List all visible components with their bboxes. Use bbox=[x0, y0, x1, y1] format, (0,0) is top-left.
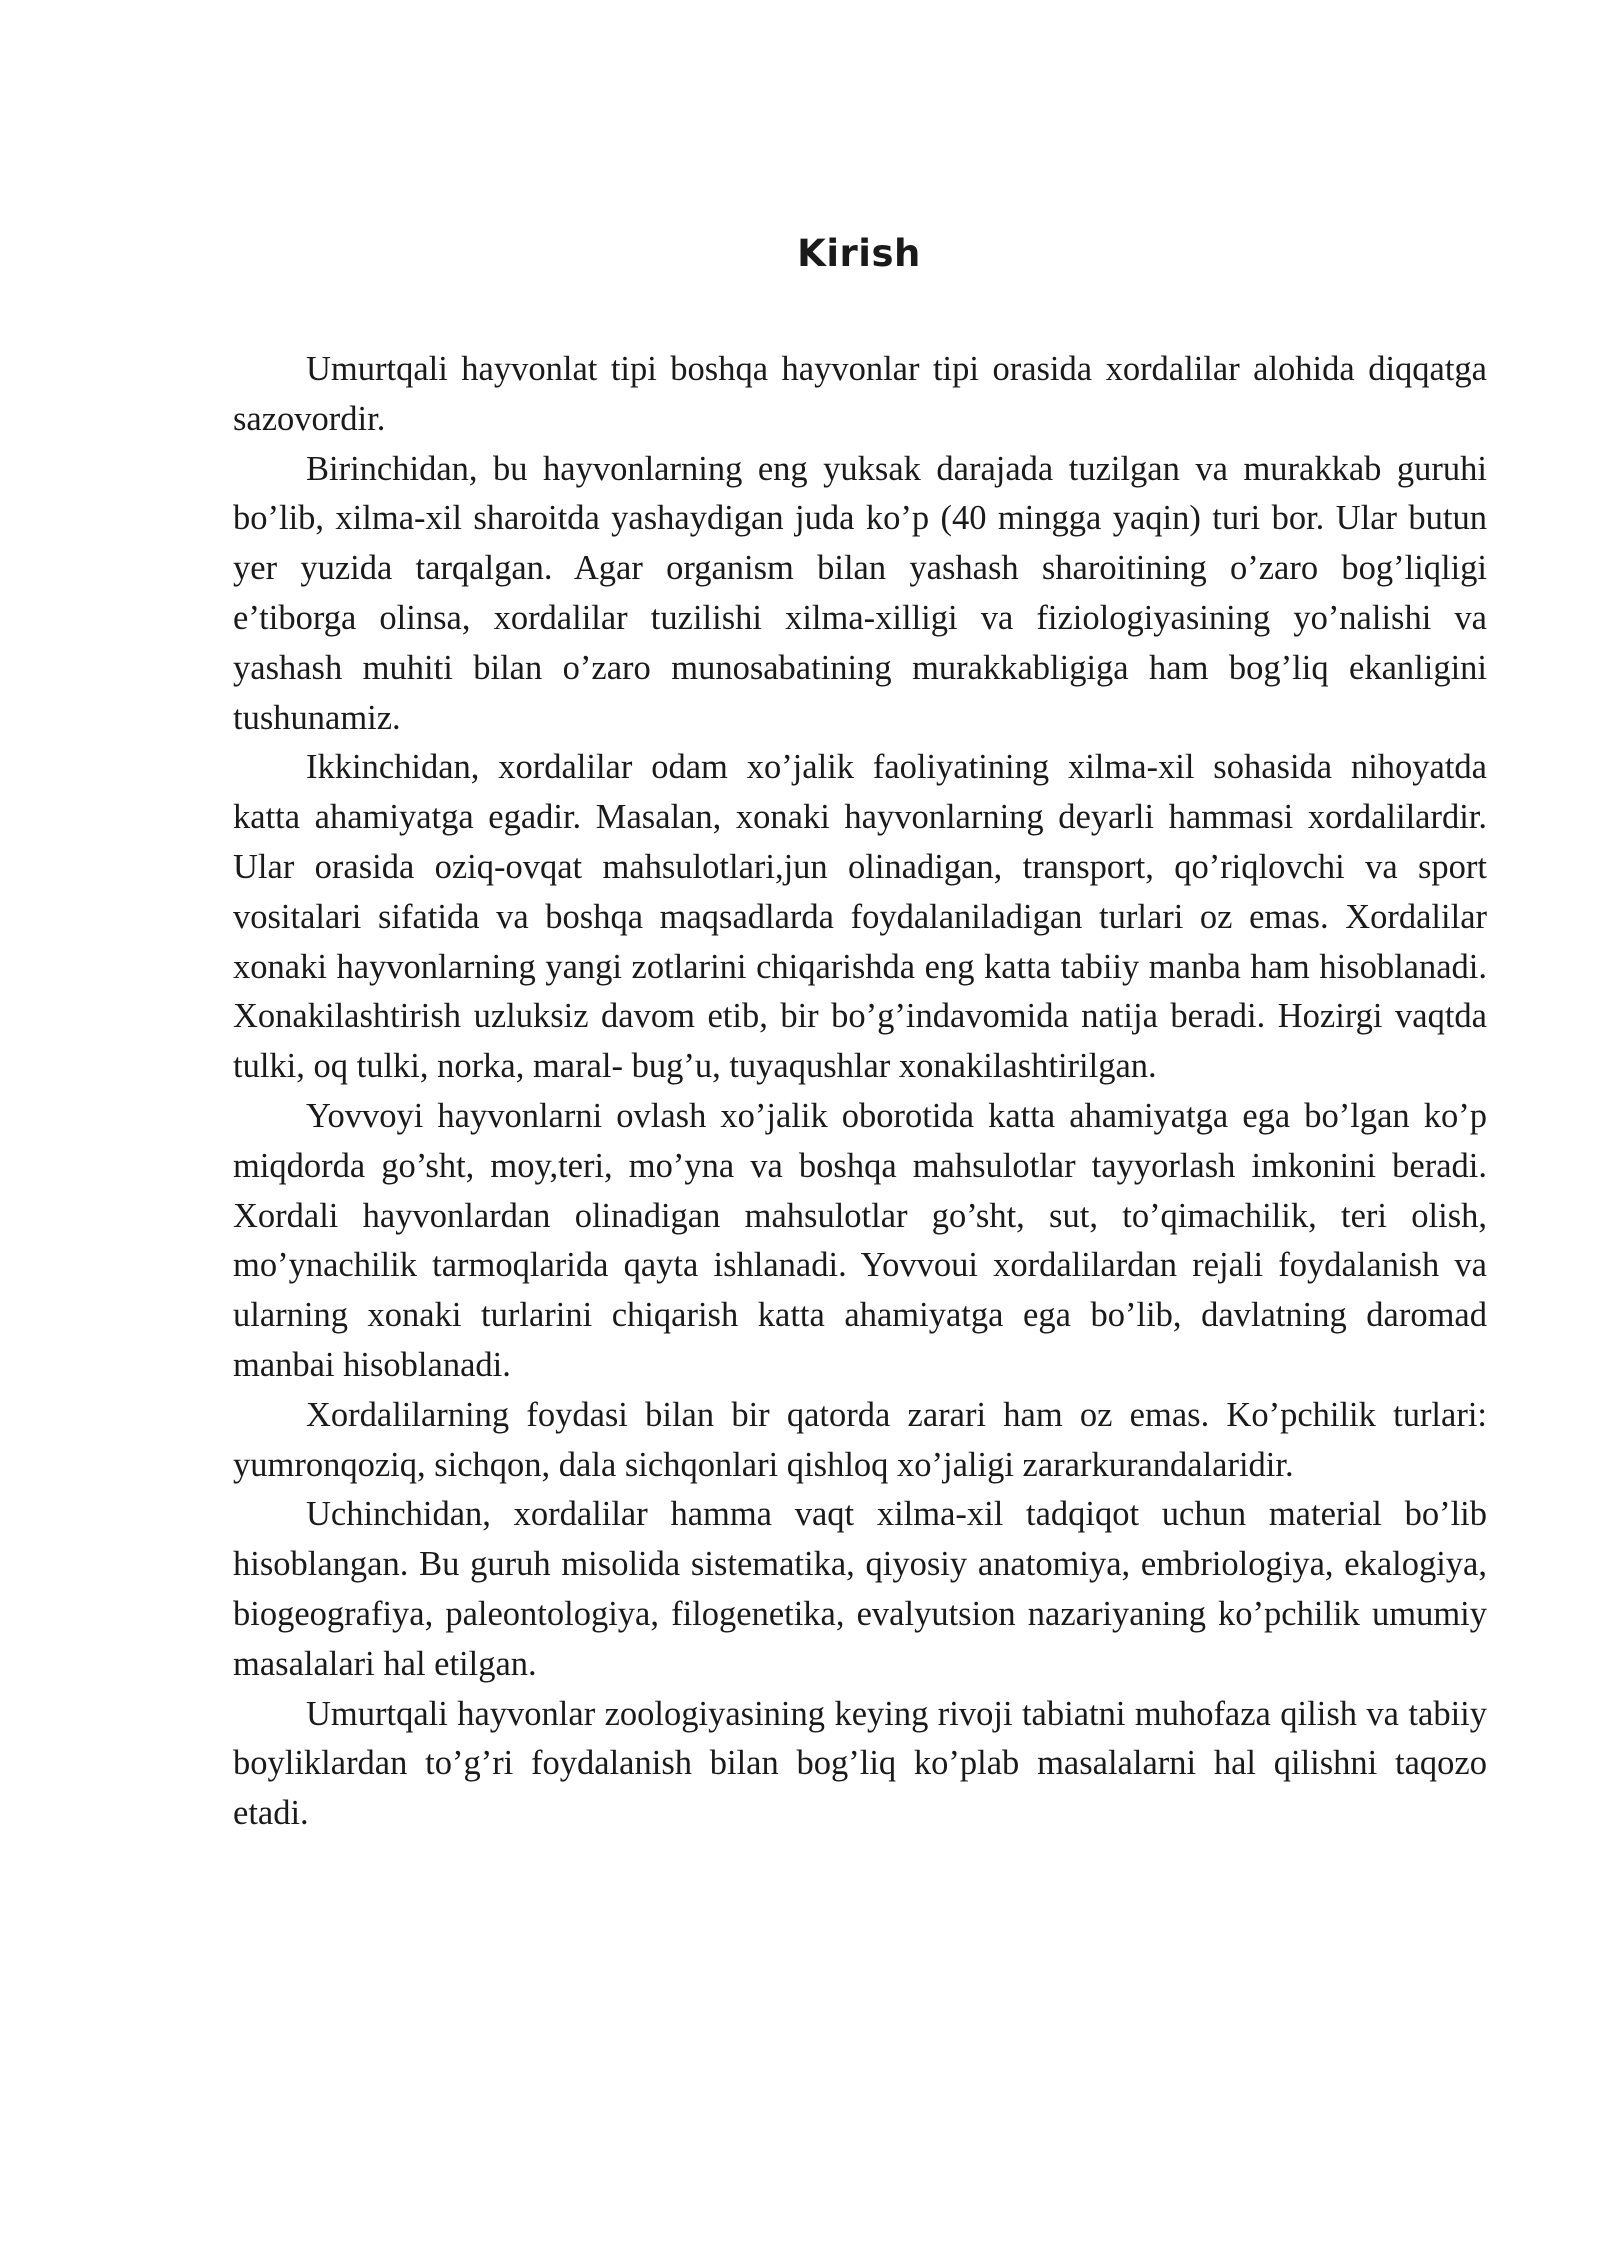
paragraph: Xordalilarning foydasi bilan bir qatorda zarari ham oz emas. Ko’pchilik turlari: yumronqoziq, sichqon, dala sichqonlari qishloq xo’jaligi zararkurandalaridir. bbox=[233, 1395, 1487, 1484]
paragraph: Uchinchidan, xordalilar hamma vaqt xilma-xil tadqiqot uchun material bo’lib hisoblangan. Bu guruh misolida sistematika, qiyosiy anatomiya, embriologiya, ekalogiya, biogeografiya, paleontologiya, filogenetika, evalyutsion nazariyaning ko’pchilik umumiy masalalari hal etilgan. bbox=[233, 1495, 1487, 1683]
paragraph: Yovvoyi hayvonlarni ovlash xo’jalik oborotida katta ahamiyatga ega bo’lgan ko’p miqdorda go’sht, moy,teri, mo’yna va boshqa mahsulotlar tayyorlash imkonini beradi. Xordali hayvonlardan olinadigan mahsulotlar go’sht, sut, to’qimachilik, teri olish, mo’ynachilik tarmoqlarida qayta ishlanadi. Yovvoui xordalilardan rejali foydalanish va ularning xonaki turlarini chiqarish katta ahamiyatga ega bo’lib, davlatning daromad manbai hisoblanadi. bbox=[233, 1096, 1487, 1384]
page-title: Kirish bbox=[797, 232, 921, 275]
paragraph: Umurtqali hayvonlar zoologiyasining keying rivoji tabiatni muhofaza qilish va tabiiy boyliklardan to’g’ri foydalanish bilan bog’liq ko’plab masalalarni hal qilishni taqozo etadi. bbox=[233, 1694, 1487, 1833]
paragraph: Umurtqali hayvonlat tipi boshqa hayvonlar tipi orasida xordalilar alohida diqqatga sazovordir. bbox=[233, 350, 1487, 438]
paragraph: Ikkinchidan, xordalilar odam xo’jalik faoliyatining xilma-xil sohasida nihoyatda katta ahamiyatga egadir. Masalan, xonaki hayvonlarning deyarli hammasi xordalilardir. Ular orasida oziq-ovqat mahsulotlari,jun olinadigan, transport, qo’riqlovchi va sport vositalari sifatida va boshqa maqsadlarda foydalaniladigan turlari oz emas. Xordalilar xonaki hayvonlarning yangi zotlarini chiqarishda eng katta tabiiy manba ham hisoblanadi. Xonakilashtirish uzluksiz davom etib, bir bo’g’indavomida natija beradi. Hozirgi vaqtda tulki, oq tulki, norka, maral- bug’u, tuyaqushlar xonakilashtirilgan. bbox=[233, 748, 1487, 1086]
body-text bbox=[233, 345, 1487, 1839]
paragraph: Birinchidan, bu hayvonlarning eng yuksak darajada tuzilgan va murakkab guruhi bo’lib, xilma-xil sharoitda yashaydigan juda ko’p (40 mingga yaqin) turi bor. Ular butun yer yuzida tarqalgan. Agar organism bilan yashash sharoitining o’zaro bog’liqligi e’tiborga olinsa, xordalilar tuzilishi xilma-xilligi va fiziologiyasining yo’nalishi va yashash muhiti bilan o’zaro munosabatining murakkabligiga ham bog’liq ekanligini tushunamiz. bbox=[233, 449, 1487, 737]
